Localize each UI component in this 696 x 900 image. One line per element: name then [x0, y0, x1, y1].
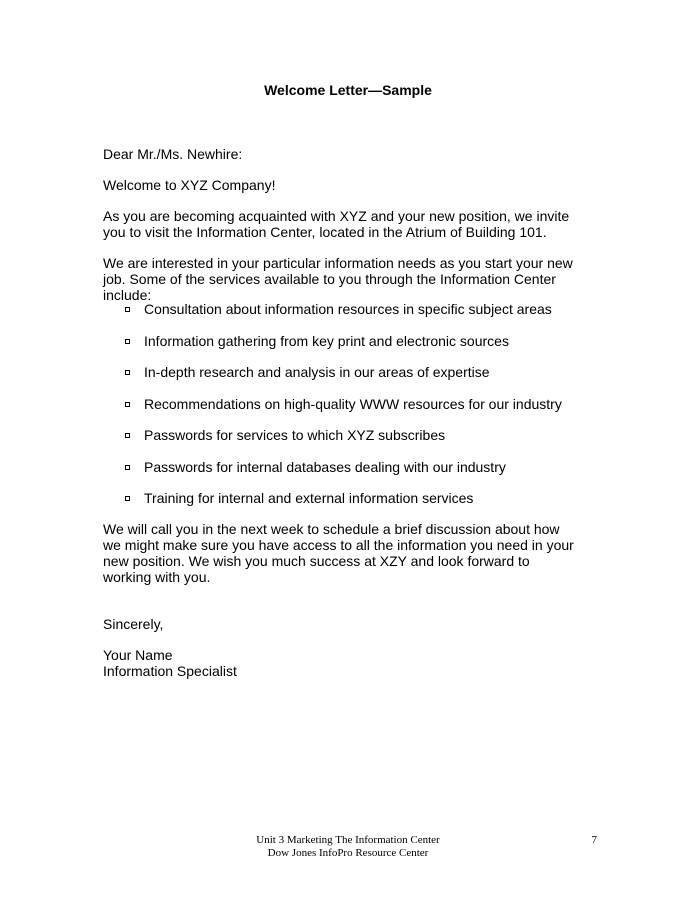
- services-list: [103, 301, 603, 522]
- service-item-text: Recommendations on high-quality WWW resources for our industry: [144, 395, 562, 412]
- welcome-line: Welcome to XYZ Company!: [103, 177, 276, 193]
- service-item-text: Information gathering from key print and electronic sources: [144, 332, 509, 349]
- paragraph-closing: We will call you in the next week to schedule a brief discussion about how we might make sure you have access to all the information you need in your new position. We wish you much success at XZY and look forward to working with you.: [103, 521, 574, 585]
- checkbox-bullet-icon: [125, 402, 130, 407]
- page-number: 7: [591, 834, 597, 846]
- checkbox-bullet-icon: [125, 339, 130, 344]
- checkbox-bullet-icon: [125, 370, 130, 375]
- checkbox-bullet-icon: [125, 433, 130, 438]
- paragraph-services-intro: We are interested in your particular information needs as you start your new job. Some of the services available to you through the Information Center include:: [103, 255, 573, 303]
- list-item: [103, 364, 603, 396]
- service-item-text: Training for internal and external information services: [144, 490, 474, 506]
- list-item: [103, 301, 603, 333]
- closing: Sincerely,: [103, 616, 164, 632]
- service-item-text: Passwords for services to which XYZ subscribes: [144, 427, 446, 443]
- service-item-text: Passwords for internal databases dealing with our industry: [144, 458, 506, 475]
- service-item-text: In-depth research and analysis in our areas of expertise: [144, 364, 490, 380]
- footer-line-1: Unit 3 Marketing The Information Center: [256, 834, 440, 846]
- paragraph-intro: As you are becoming acquainted with XYZ and your new position, we invite you to visit the Information Center, located in the Atrium of Building 101.: [103, 208, 570, 240]
- list-item: [103, 490, 603, 522]
- list-item: [103, 333, 603, 365]
- service-item-text: Consultation about information resources in specific subject areas: [144, 301, 552, 317]
- footer-line-2: Dow Jones InfoPro Resource Center: [267, 847, 429, 859]
- checkbox-bullet-icon: [125, 496, 130, 501]
- signature-name: Your Name: [103, 647, 173, 663]
- checkbox-bullet-icon: [125, 307, 130, 312]
- checkbox-bullet-icon: [125, 465, 130, 470]
- list-item: [103, 459, 603, 491]
- list-item: [103, 396, 603, 428]
- list-item: [103, 427, 603, 459]
- salutation: Dear Mr./Ms. Newhire:: [103, 146, 243, 162]
- letter-title: Welcome Letter—Sample: [264, 82, 432, 98]
- signature-title: Information Specialist: [103, 663, 237, 679]
